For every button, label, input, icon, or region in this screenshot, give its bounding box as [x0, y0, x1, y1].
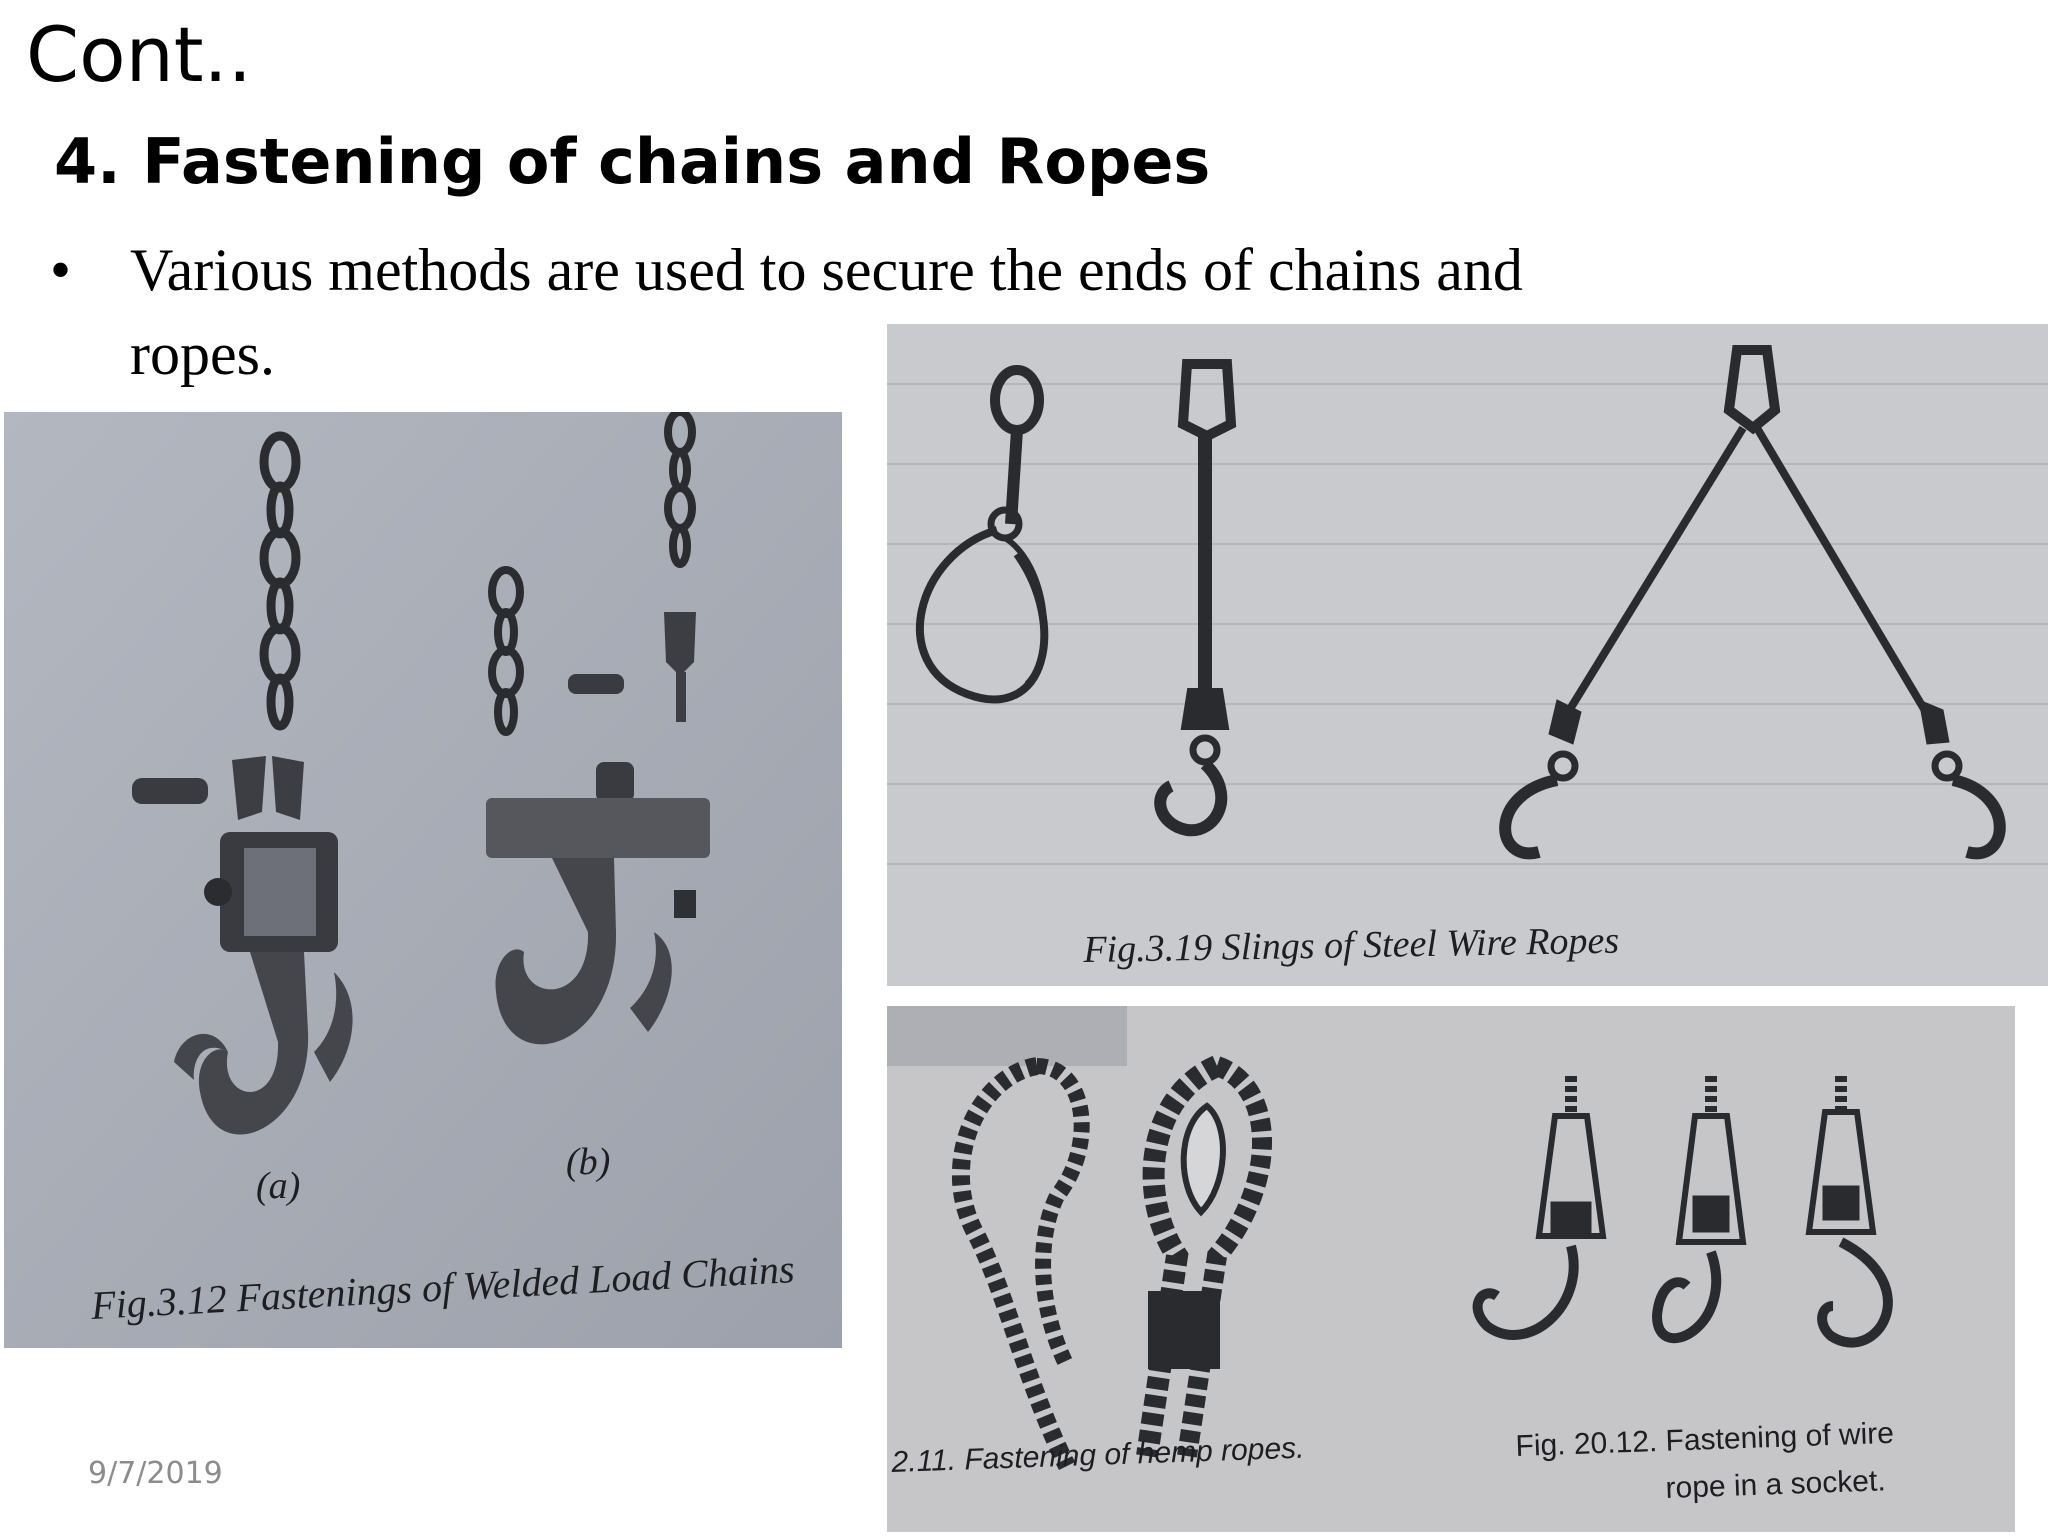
slide-date: 9/7/2019	[88, 1456, 223, 1491]
section-heading: 4. Fastening of chains and Ropes	[54, 125, 1211, 198]
wire-rope-socket-caption-line-1: Fig. 20.12. Fastening of wire	[1515, 1416, 1895, 1463]
figure-b-label: (b)	[566, 1141, 611, 1183]
wire-rope-slings-drawing	[887, 324, 2048, 986]
slide-title: Cont..	[26, 10, 252, 99]
welded-chains-caption: Fig.3.12 Fastenings of Welded Load Chains	[90, 1246, 796, 1328]
bullet-icon: •	[50, 237, 72, 303]
wire-rope-socket-caption-line-2: rope in a socket.	[1665, 1464, 1887, 1505]
welded-chain-hooks-drawing	[4, 412, 842, 1348]
slings-caption: Fig.3.19 Slings of Steel Wire Ropes	[1083, 919, 1620, 971]
figure-wire-rope-slings-photo	[887, 324, 2048, 986]
bullet-text-line-1: Various methods are used to secure the ends of chains and	[130, 237, 1523, 303]
bullet-text-line-2: ropes.	[130, 321, 275, 387]
figure-a-label: (a)	[256, 1165, 301, 1207]
figure-hemp-rope-socket-photo	[887, 1006, 2015, 1532]
hemp-ropes-caption: 2.11. Fastening of hemp ropes.	[891, 1431, 1305, 1479]
figure-welded-load-chains-photo	[4, 412, 842, 1348]
